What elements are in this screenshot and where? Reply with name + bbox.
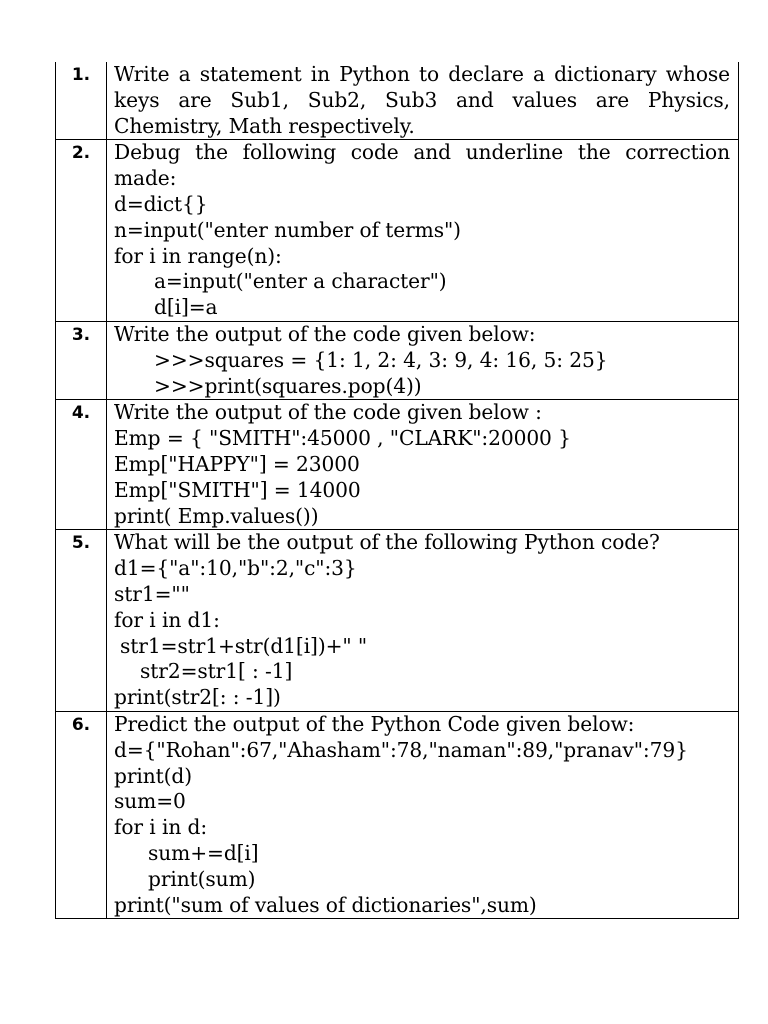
question-line: Debug the following code and underline the correction: [114, 140, 730, 165]
question-content: [107, 140, 739, 322]
question-line: print(sum): [148, 866, 256, 891]
question-line: Write a statement in Python to declare a dictionary whose: [114, 62, 730, 86]
question-line: n=input("enter number of terms"): [114, 217, 461, 242]
question-line: What will be the output of the following Python code?: [114, 530, 660, 555]
question-content: [107, 530, 739, 712]
question-line: d1={"a":10,"b":2,"c":3}: [114, 556, 357, 581]
question-line: print("sum of values of dictionaries",sum): [114, 892, 537, 917]
question-row: [56, 62, 739, 140]
question-line: str1=str1+str(d1[i])+" ": [120, 633, 368, 658]
question-line: Chemistry, Math respectively.: [114, 113, 415, 138]
question-line: >>>squares = {1: 1, 2: 4, 3: 9, 4: 16, 5: 25}: [154, 347, 608, 372]
question-row: [56, 530, 739, 712]
question-row: [56, 400, 739, 530]
question-row: [56, 321, 739, 399]
question-content: [107, 62, 739, 140]
question-line: Write the output of the code given below:: [114, 321, 536, 346]
question-content: [107, 400, 739, 530]
question-line: a=input("enter a character"): [154, 269, 447, 294]
question-number: 5.: [56, 530, 107, 712]
question-table: [55, 62, 739, 919]
question-line: print(d): [114, 763, 193, 788]
question-line: for i in d1:: [114, 607, 220, 632]
question-line: d[i]=a: [154, 295, 218, 320]
question-content: [107, 321, 739, 399]
question-line: for i in d:: [114, 815, 208, 840]
question-line: Emp["HAPPY"] = 23000: [114, 451, 360, 476]
question-line: d=dict{}: [114, 191, 208, 216]
question-line: keys are Sub1, Sub2, Sub3 and values are Physics,: [114, 87, 730, 112]
question-line: for i in range(n):: [114, 243, 282, 268]
question-number: 1.: [56, 62, 107, 140]
question-number: 2.: [56, 140, 107, 322]
question-line: sum=0: [114, 789, 186, 814]
question-line: str1="": [114, 581, 190, 606]
question-line: Emp = { "SMITH":45000 , "CLARK":20000 }: [114, 426, 571, 451]
question-row: [56, 140, 739, 322]
question-line: d={"Rohan":67,"Ahasham":78,"naman":89,"pranav":79}: [114, 737, 688, 762]
question-line: Emp["SMITH"] = 14000: [114, 477, 361, 502]
question-number: 6.: [56, 711, 107, 918]
question-line: print( Emp.values()): [114, 503, 319, 528]
question-table-body: [56, 62, 739, 919]
question-line: sum+=d[i]: [148, 840, 259, 865]
question-line: Predict the output of the Python Code given below:: [114, 711, 635, 736]
question-content: [107, 711, 739, 918]
question-number: 3.: [56, 321, 107, 399]
question-line: str2=str1[ : -1]: [140, 659, 293, 684]
question-number: 4.: [56, 400, 107, 530]
question-line: Write the output of the code given below :: [114, 400, 542, 425]
question-line: made:: [114, 166, 177, 191]
question-line: print(str2[: : -1]): [114, 685, 281, 710]
question-line: >>>print(squares.pop(4)): [154, 373, 422, 398]
question-row: [56, 711, 739, 918]
